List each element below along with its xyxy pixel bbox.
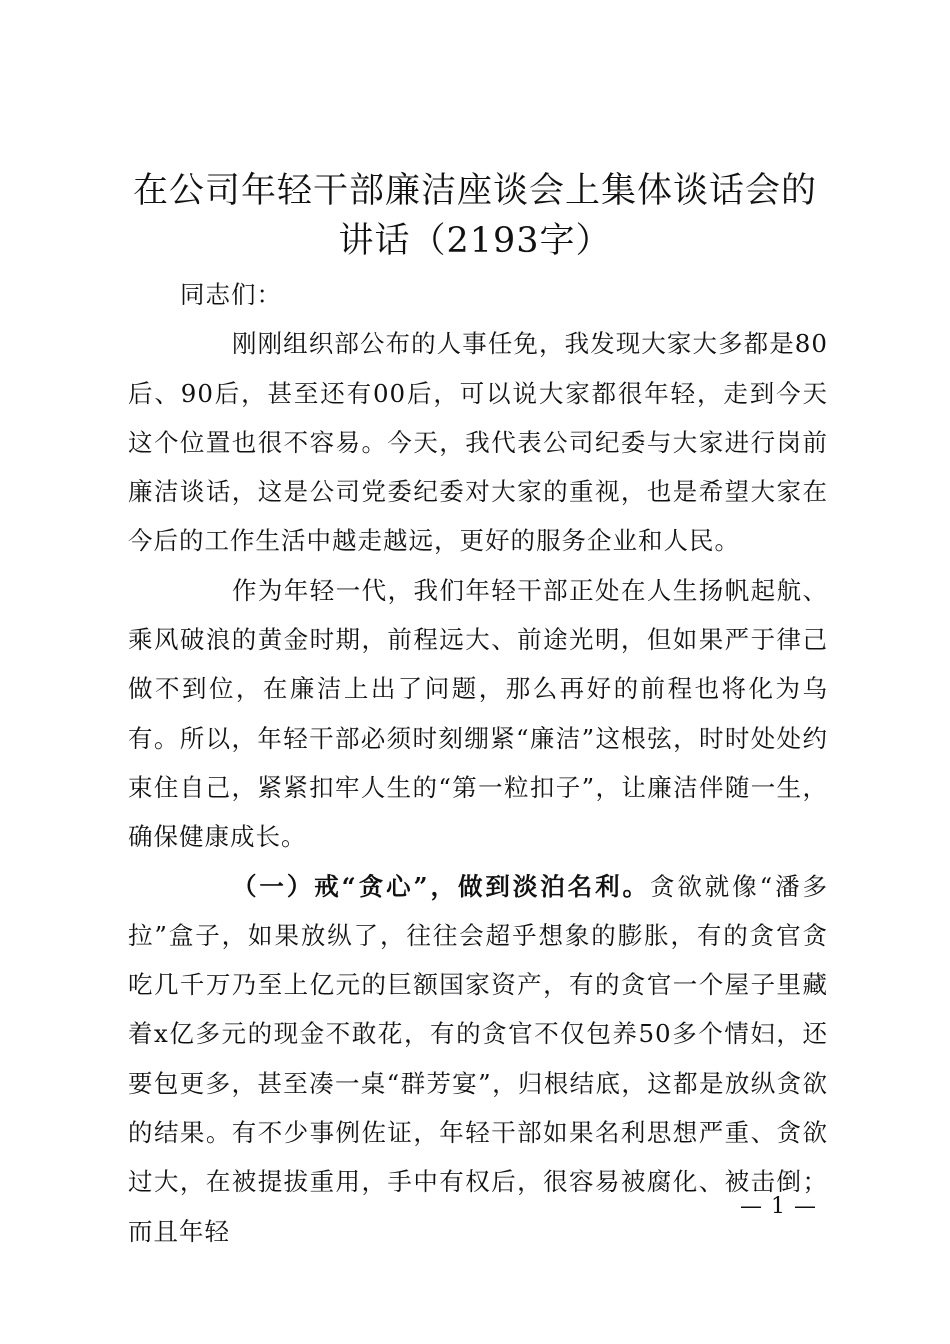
section-one-heading: （一）戒“贪心”，做到淡泊名利。 [232, 871, 650, 901]
section-one-text: 贪欲就像“潘多拉”盒子，如果放纵了，往往会超乎想象的膨胀，有的贪官贪吃几千万乃至上亿元的巨额国家资产，有的贪官一个屋子里藏着x亿多元的现金不敢花，有的贪官不仅包养50多个情妇，还要包更多，甚至凑一桌“群芳宴”，归根结底，这都是放纵贪欲的结果。有不少事例佐证，年轻干部如果名利思想严重、贪欲过大，在被提拔重用，手中有权后，很容易被腐化、被击倒；而且年轻 [128, 871, 828, 1246]
document-title: 在公司年轻干部廉洁座谈会上集体谈话会的讲话（2193字） [132, 171, 817, 261]
salutation: 同志们： [180, 280, 282, 309]
section-one [128, 862, 828, 1256]
document-body [128, 270, 828, 1256]
paragraph-young-generation: 作为年轻一代，我们年轻干部正处在人生扬帆起航、乘风破浪的黄金时期，前程远大、前途光明，但如果严于律己做不到位，在廉洁上出了问题，那么再好的前程也将化为乌有。所以，年轻干部必须时刻绷紧“廉洁”这根弦，时时处处约束住自己，紧紧扣牢人生的“第一粒扣子”，让廉洁伴随一生，确保健康成长。 [128, 575, 828, 852]
paragraph-intro: 刚刚组织部公布的人事任免，我发现大家大多都是80后、90后，甚至还有00后，可以说大家都很年轻，走到今天这个位置也很不容易。今天，我代表公司纪委与大家进行岗前廉洁谈话，这是公司党委纪委对大家的重视，也是希望大家在今后的工作生活中越走越远，更好的服务企业和人民。 [128, 329, 828, 556]
page-number: — 1 — [740, 1194, 817, 1219]
